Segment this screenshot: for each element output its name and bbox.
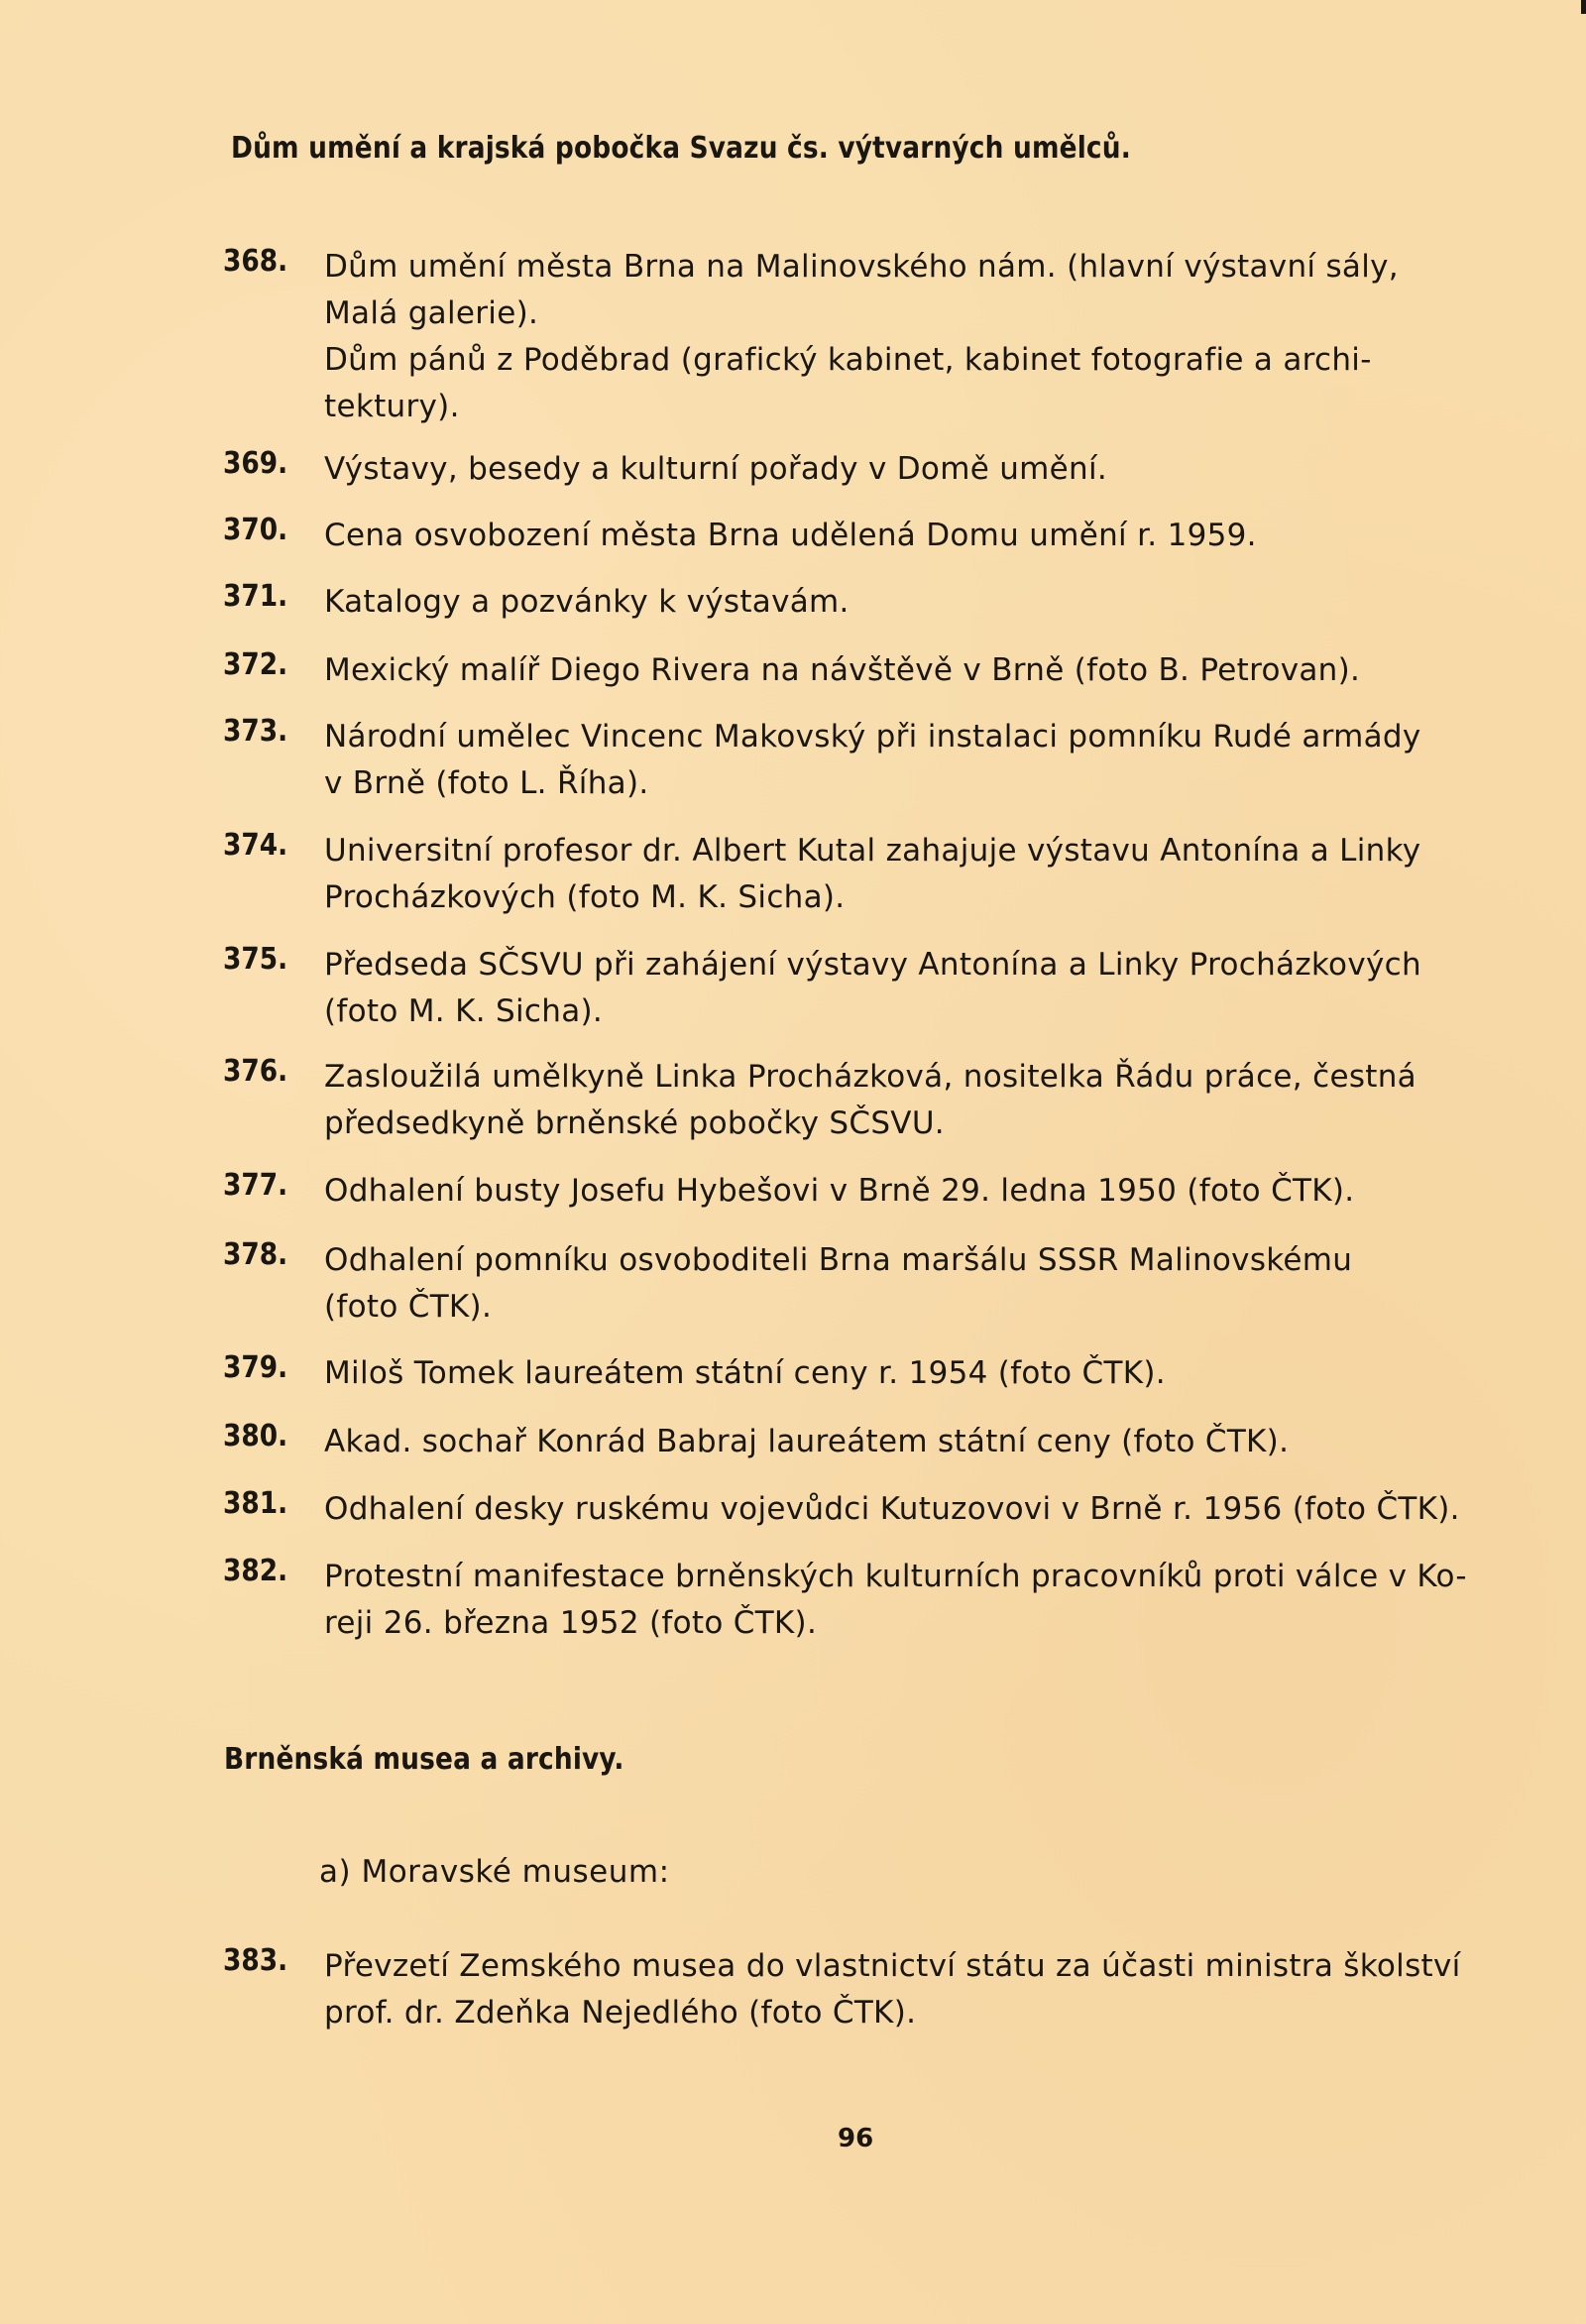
entry-text	[324, 1168, 1519, 1215]
entry-line: prof. dr. Zdeňka Nejedlého (foto ČTK).	[324, 1995, 917, 2031]
entry-number: 370.	[223, 513, 288, 547]
entry-number: 378.	[223, 1237, 288, 1272]
entry-line: Předseda SČSVU při zahájení výstavy Antonína a Linky Procházkových	[324, 947, 1421, 983]
entry-line: v Brně (foto L. Říha).	[324, 765, 649, 801]
entry-line: Protestní manifestace brněnských kulturních pracovníků proti válce v Ko-	[324, 1559, 1467, 1594]
entry-number: 368.	[223, 244, 288, 279]
entry-text	[324, 244, 1519, 430]
entry-number: 371.	[223, 579, 288, 614]
entry-line: Mexický malíř Diego Rivera na návštěvě v Brně (foto B. Petrovan).	[324, 652, 1361, 688]
entry-line: Dům umění města Brna na Malinovského nám. (hlavní výstavní sály,	[324, 249, 1399, 285]
entry-line: Universitní profesor dr. Albert Kutal zahajuje výstavu Antonína a Linky	[324, 833, 1421, 869]
entry-line: (foto M. K. Sicha).	[324, 993, 604, 1029]
entry-number: 376.	[223, 1054, 288, 1089]
entry-number: 369.	[223, 446, 288, 481]
entry-number: 374.	[223, 828, 288, 863]
entry-line: Zasloužilá umělkyně Linka Procházková, nositelka Řádu práce, čestná	[324, 1059, 1416, 1095]
entry-text	[324, 1350, 1519, 1397]
entry-line: Miloš Tomek laureátem státní ceny r. 1954 (foto ČTK).	[324, 1355, 1166, 1391]
entry-line: (foto ČTK).	[324, 1289, 493, 1325]
entry-number: 382.	[223, 1554, 288, 1588]
entry-text	[324, 1237, 1519, 1331]
entry-text	[324, 647, 1519, 694]
entry-text	[324, 1054, 1519, 1147]
entry-line: Odhalení pomníku osvoboditeli Brna maršálu SSSR Malinovskému	[324, 1242, 1353, 1278]
entry-number: 377.	[223, 1168, 288, 1203]
entry-text	[324, 714, 1519, 807]
entry-line: Odhalení desky ruskému vojevůdci Kutuzovovi v Brně r. 1956 (foto ČTK).	[324, 1491, 1460, 1527]
entry-number: 375.	[223, 942, 288, 977]
scan-edge-mark	[1581, 0, 1586, 14]
entry-text	[324, 828, 1519, 921]
entry-text	[324, 1486, 1519, 1533]
entry-line: Procházkových (foto M. K. Sicha).	[324, 879, 846, 915]
entry-text	[324, 446, 1519, 493]
subheading-moravske-museum: a) Moravské museum:	[319, 1854, 670, 1890]
entry-number: 373.	[223, 714, 288, 749]
entry-number: 383.	[223, 1943, 288, 1978]
entry-line: tektury).	[324, 389, 460, 424]
entry-number: 379.	[223, 1350, 288, 1385]
entry-line: Národní umělec Vincenc Makovský při instalaci pomníku Rudé armády	[324, 719, 1421, 755]
entry-text	[324, 1943, 1519, 2036]
entry-line: Výstavy, besedy a kulturní pořady v Domě umění.	[324, 451, 1108, 487]
entry-text	[324, 579, 1519, 626]
entry-text	[324, 1419, 1519, 1465]
entry-text	[324, 942, 1519, 1035]
entry-line: reji 26. března 1952 (foto ČTK).	[324, 1605, 818, 1641]
entry-line: Cena osvobození města Brna udělená Domu umění r. 1959.	[324, 518, 1257, 553]
entry-line: Katalogy a pozvánky k výstavám.	[324, 584, 850, 620]
entry-line: předsedkyně brněnské pobočky SČSVU.	[324, 1105, 945, 1141]
entry-number: 381.	[223, 1486, 288, 1521]
page-number: 96	[838, 2124, 874, 2153]
entry-text	[324, 513, 1519, 559]
entry-text	[324, 1554, 1519, 1647]
entry-line: Malá galerie).	[324, 295, 539, 331]
entry-line: Dům pánů z Poděbrad (grafický kabinet, kabinet fotografie a archi-	[324, 342, 1372, 378]
entry-line: Akad. sochař Konrád Babraj laureátem státní ceny (foto ČTK).	[324, 1424, 1290, 1459]
entry-line: Odhalení busty Josefu Hybešovi v Brně 29. ledna 1950 (foto ČTK).	[324, 1173, 1355, 1209]
section-title-dum-umeni: Dům umění a krajská pobočka Svazu čs. výtvarných umělců.	[231, 131, 1131, 166]
entry-line: Převzetí Zemského musea do vlastnictví státu za účasti ministra školství	[324, 1948, 1461, 1984]
section-title-musea-archivy: Brněnská musea a archivy.	[224, 1742, 624, 1777]
entry-number: 372.	[223, 647, 288, 682]
entry-number: 380.	[223, 1419, 288, 1453]
